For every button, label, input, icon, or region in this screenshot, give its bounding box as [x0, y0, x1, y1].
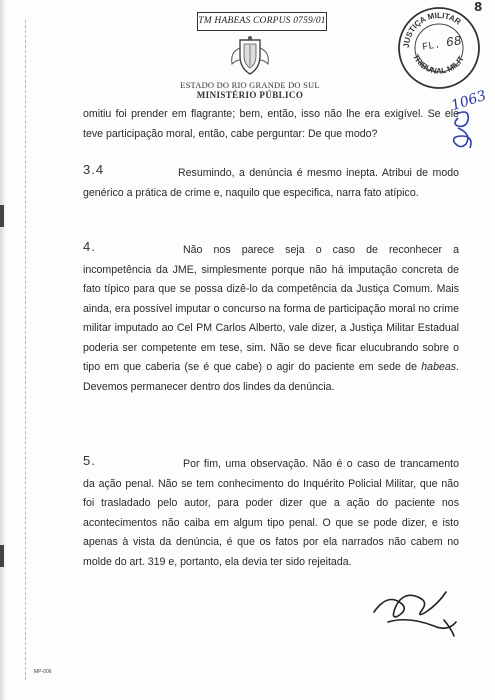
binding-mark [0, 545, 4, 567]
section-number: 5. [83, 453, 96, 468]
page-marker: 8 [474, 0, 483, 14]
section-text: . Devemos permanecer dentro dos lindes da denúncia. [83, 361, 459, 393]
binding-mark [0, 205, 4, 227]
seal-folio-label: FL. [421, 40, 442, 54]
state-crest-icon [226, 34, 274, 82]
intro-paragraph: omitiu foi prender em flagrante; bem, então, isso não lhe era exigível. Se ele teve participação moral, então, cabe perguntar: De que modo? [83, 108, 459, 140]
section-paragraph [83, 164, 459, 203]
section-number: 3.4 [83, 162, 105, 177]
page-edge-shadow [0, 0, 6, 700]
handwritten-signature [368, 582, 468, 642]
section-text: Por fim, uma observação. Não é o caso de trancamento da ação penal. Não se tem conhecimento do Inquérito Policial Militar, que não foi trasladado pelo autor, para poder dizer que a ação do paciente nos acontecimentos não caiba em algum tipo penal. O que se pode dizer, e isto apenas à vista da denúncia, é que os fatos por ela narrados não cabem no molde do art. 319 e, portanto, ela devia ter sido rejeitada. [83, 458, 459, 568]
handwritten-page-number: 1063 [449, 87, 489, 115]
header-ministry: MINISTÉRIO PÚBLICO [196, 90, 304, 100]
svg-text:TRIBUNAL MILIT [411, 53, 466, 76]
form-code: MP-006 [34, 669, 52, 675]
margin-guide-line [25, 20, 26, 680]
section-emphasis: habeas [421, 361, 457, 373]
case-number-stamp: TM HABEAS CORPUS 0759/01 [197, 12, 327, 31]
seal-folio-number: 68 [444, 33, 463, 51]
section-text: Resumindo, a denúncia é mesmo inepta. Atribui de modo genérico a prática de crime e, naquilo que especifica, narra fato atípico. [83, 167, 459, 199]
section-number: 4. [83, 239, 96, 254]
header-state: ESTADO DO RIO GRANDE DO SUL [180, 80, 320, 90]
section-paragraph [83, 455, 459, 572]
section-paragraph [83, 241, 459, 397]
seal-ring-top-text: JUSTIÇA MILITAR [401, 10, 463, 49]
seal-ring-bottom-text: TRIBUNAL MILIT [411, 52, 466, 76]
section-text: Não nos parece seja o caso de reconhecer a incompetência da JME, simplesmente porque não há imputação concreta de fato típico para que se possa dizê-lo da competência da Justiça Comum. Mais ainda, era possível imputar o concurso na forma de participação moral no crime militar imputado ao Cel PM Carlos Alberto, vale dizer, a Justiça Militar Estadual poderia ser competente em tese, sim. Não se deve ficar elucubrando sobre o tipo em que caberia (se é que cabe) o agir do paciente em sede de [83, 244, 459, 373]
